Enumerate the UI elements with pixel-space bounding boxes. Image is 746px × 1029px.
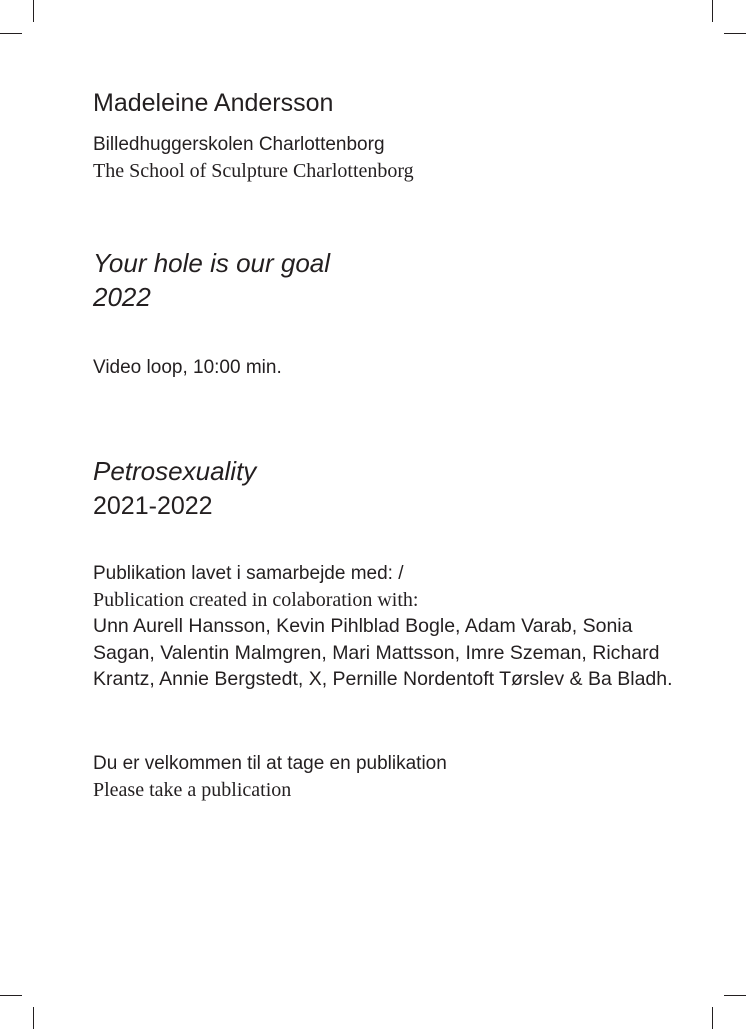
collaboration-note-english: Publication created in colaboration with:	[93, 589, 419, 611]
school-name-danish: Billedhuggerskolen Charlottenborg	[93, 134, 385, 155]
artist-name: Madeleine Andersson	[93, 89, 334, 117]
take-publication-english: Please take a publication	[93, 779, 292, 801]
crop-mark-bottom-right-horizontal	[724, 995, 746, 996]
crop-mark-bottom-left-horizontal	[0, 995, 22, 996]
work-title: Your hole is our goal	[93, 248, 331, 278]
publication-title: Petrosexuality	[93, 456, 257, 486]
crop-mark-bottom-left-vertical	[33, 1007, 34, 1029]
collaborators-list: Unn Aurell Hansson, Kevin Pihlblad Bogle, Adam Varab, Sonia Sagan, Valentin Malmgren, Mari Mattsson, Imre Szeman, Richard Krantz, Annie Bergstedt, X, Pernille Nordentoft Tørslev & Ba Bladh.	[93, 615, 673, 690]
collaboration-note-danish: Publikation lavet i samarbejde med: /	[93, 563, 404, 584]
crop-mark-top-right-vertical	[712, 0, 713, 22]
work-medium: Video loop, 10:00 min.	[93, 357, 282, 378]
crop-mark-top-left-vertical	[33, 0, 34, 22]
school-name-english: The School of Sculpture Charlottenborg	[93, 160, 414, 182]
take-publication-danish: Du er velkommen til at tage en publikation	[93, 753, 447, 774]
publication-year: 2021-2022	[93, 492, 213, 520]
crop-mark-top-right-horizontal	[724, 33, 746, 34]
crop-mark-bottom-right-vertical	[712, 1007, 713, 1029]
crop-mark-top-left-horizontal	[0, 33, 22, 34]
work-year: 2022	[93, 282, 151, 312]
